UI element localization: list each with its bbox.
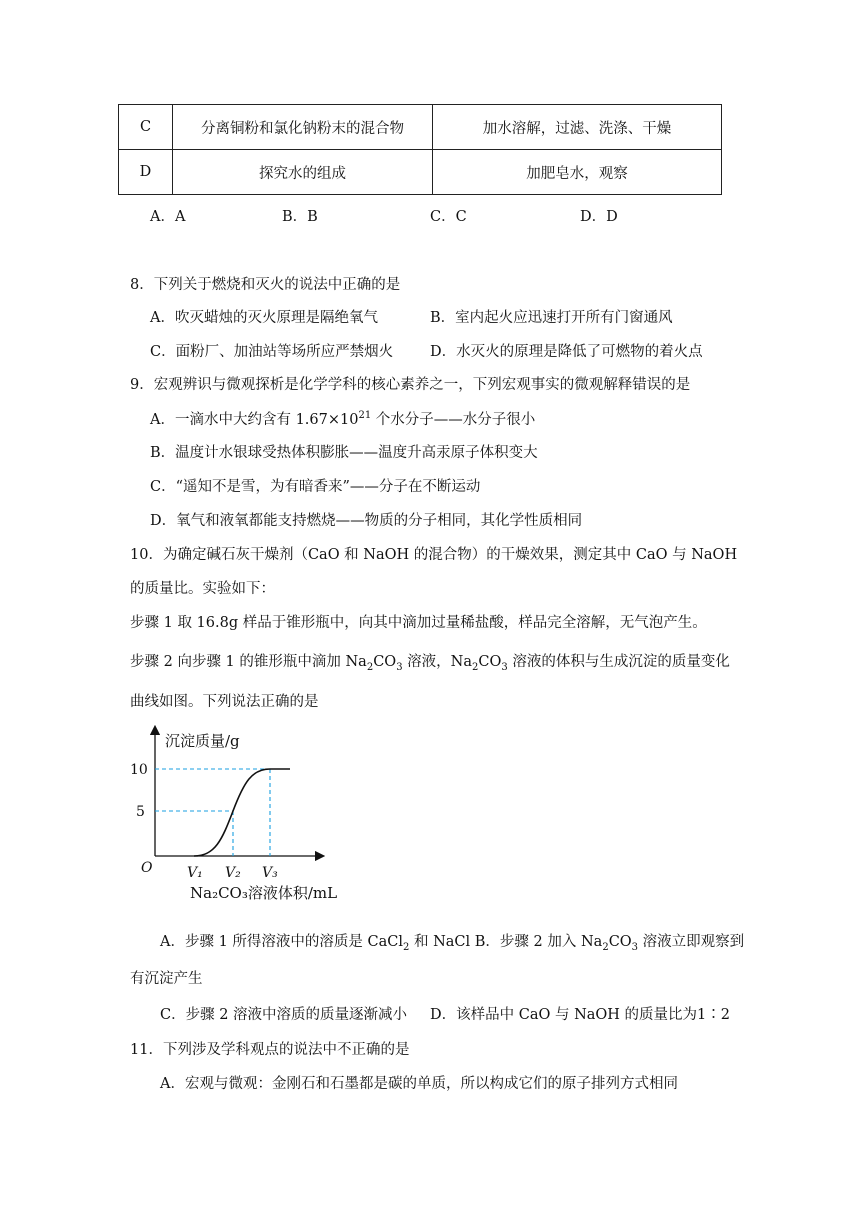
q10-step2: 步骤 2 向步骤 1 的锥形瓶中滴加 $Na_2CO_3$ 溶液，$Na_2CO_3$ 溶液的体积与生成沉淀的质量变化 (130, 654, 730, 673)
q9-option-a: A．一滴水中大约含有 $1.67\times 10^{21}$ 个水分子——水分子很小 (150, 410, 536, 428)
q8-option-c: C．面粉厂、加油站等场所应严禁烟火 (150, 344, 394, 360)
q11-stem: 11．下列涉及学科观点的说法中不正确的是 (130, 1042, 410, 1058)
x-axis-label: Na₂CO₃溶液体积/mL (190, 884, 338, 902)
precipitate-chart (130, 722, 360, 902)
q8-option-a: A．吹灭蜡烛的灭火原理是隔绝氧气 (150, 310, 378, 326)
x-tick-label: V₃ (262, 865, 278, 881)
x-tick-label: V₂ (225, 865, 241, 881)
q9-option-b: B．温度计水银球受热体积膨胀——温度升高汞原子体积变大 (150, 445, 538, 461)
q10-option-b-cont: 有沉淀产生 (130, 971, 203, 987)
precipitate-curve (194, 769, 290, 856)
y-tick-label: 5 (136, 804, 145, 820)
row-label: D (119, 150, 173, 195)
x-tick-label: V₁ (187, 865, 203, 881)
q10-option-d: D．该样品中 CaO 与 NaOH 的质量比为1∶2 (430, 1007, 731, 1023)
q11-option-a: A．宏观与微观：金刚石和石墨都是碳的单质，所以构成它们的原子排列方式相同 (160, 1076, 678, 1092)
q9-stem: 9．宏观辨识与微观探析是化学学科的核心素养之一，下列宏观事实的微观解释错误的是 (130, 377, 691, 393)
q8-stem: 8．下列关于燃烧和灭火的说法中正确的是 (130, 277, 401, 293)
q10-step2-line2: 曲线如图。下列说法正确的是 (130, 694, 319, 710)
q8-option-b: B．室内起火应迅速打开所有门窗通风 (430, 310, 673, 326)
q9-option-c: C．“遥知不是雪，为有暗香来”——分子在不断运动 (150, 479, 481, 495)
row-purpose: 分离铜粉和氯化钠粉末的混合物 (173, 105, 433, 150)
q7-option-a: A．A (150, 209, 186, 225)
row-purpose: 探究水的组成 (173, 150, 433, 195)
q9-option-d: D．氧气和液氧都能支持燃烧——物质的分子相同，其化学性质相同 (150, 513, 583, 529)
options-table (118, 104, 722, 195)
q7-option-d: D．D (580, 209, 618, 225)
origin-label: O (141, 860, 153, 876)
q10-option-ab: A．步骤 1 所得溶液中的溶质是 CaCl$_2$ 和 NaCl B．步骤 2 加入 $Na_2CO_3$ 溶液立即观察到 (160, 934, 745, 953)
q10-stem-line2: 的质量比。实验如下： (130, 581, 275, 597)
q7-option-b: B．B (282, 209, 318, 225)
row-label: C (119, 105, 173, 150)
q10-option-c: C．步骤 2 溶液中溶质的质量逐渐减小 (160, 1007, 408, 1023)
y-tick-label: 10 (130, 762, 148, 778)
q10-stem-line1: 10．为确定碱石灰干燥剂（CaO 和 NaOH 的混合物）的干燥效果，测定其中 CaO 与 NaOH (130, 547, 738, 563)
y-axis-label: 沉淀质量/g (165, 732, 240, 750)
q7-option-c: C．C (430, 209, 467, 225)
row-method: 加水溶解，过滤、洗涤、干燥 (433, 105, 722, 150)
q10-step1: 步骤 1 取 16.8g 样品于锥形瓶中，向其中滴加过量稀盐酸，样品完全溶解，无气泡产生。 (130, 615, 707, 631)
table-row (119, 150, 722, 195)
row-method: 加肥皂水，观察 (433, 150, 722, 195)
table-row (119, 105, 722, 150)
q8-option-d: D．水灭火的原理是降低了可燃物的着火点 (430, 344, 703, 360)
